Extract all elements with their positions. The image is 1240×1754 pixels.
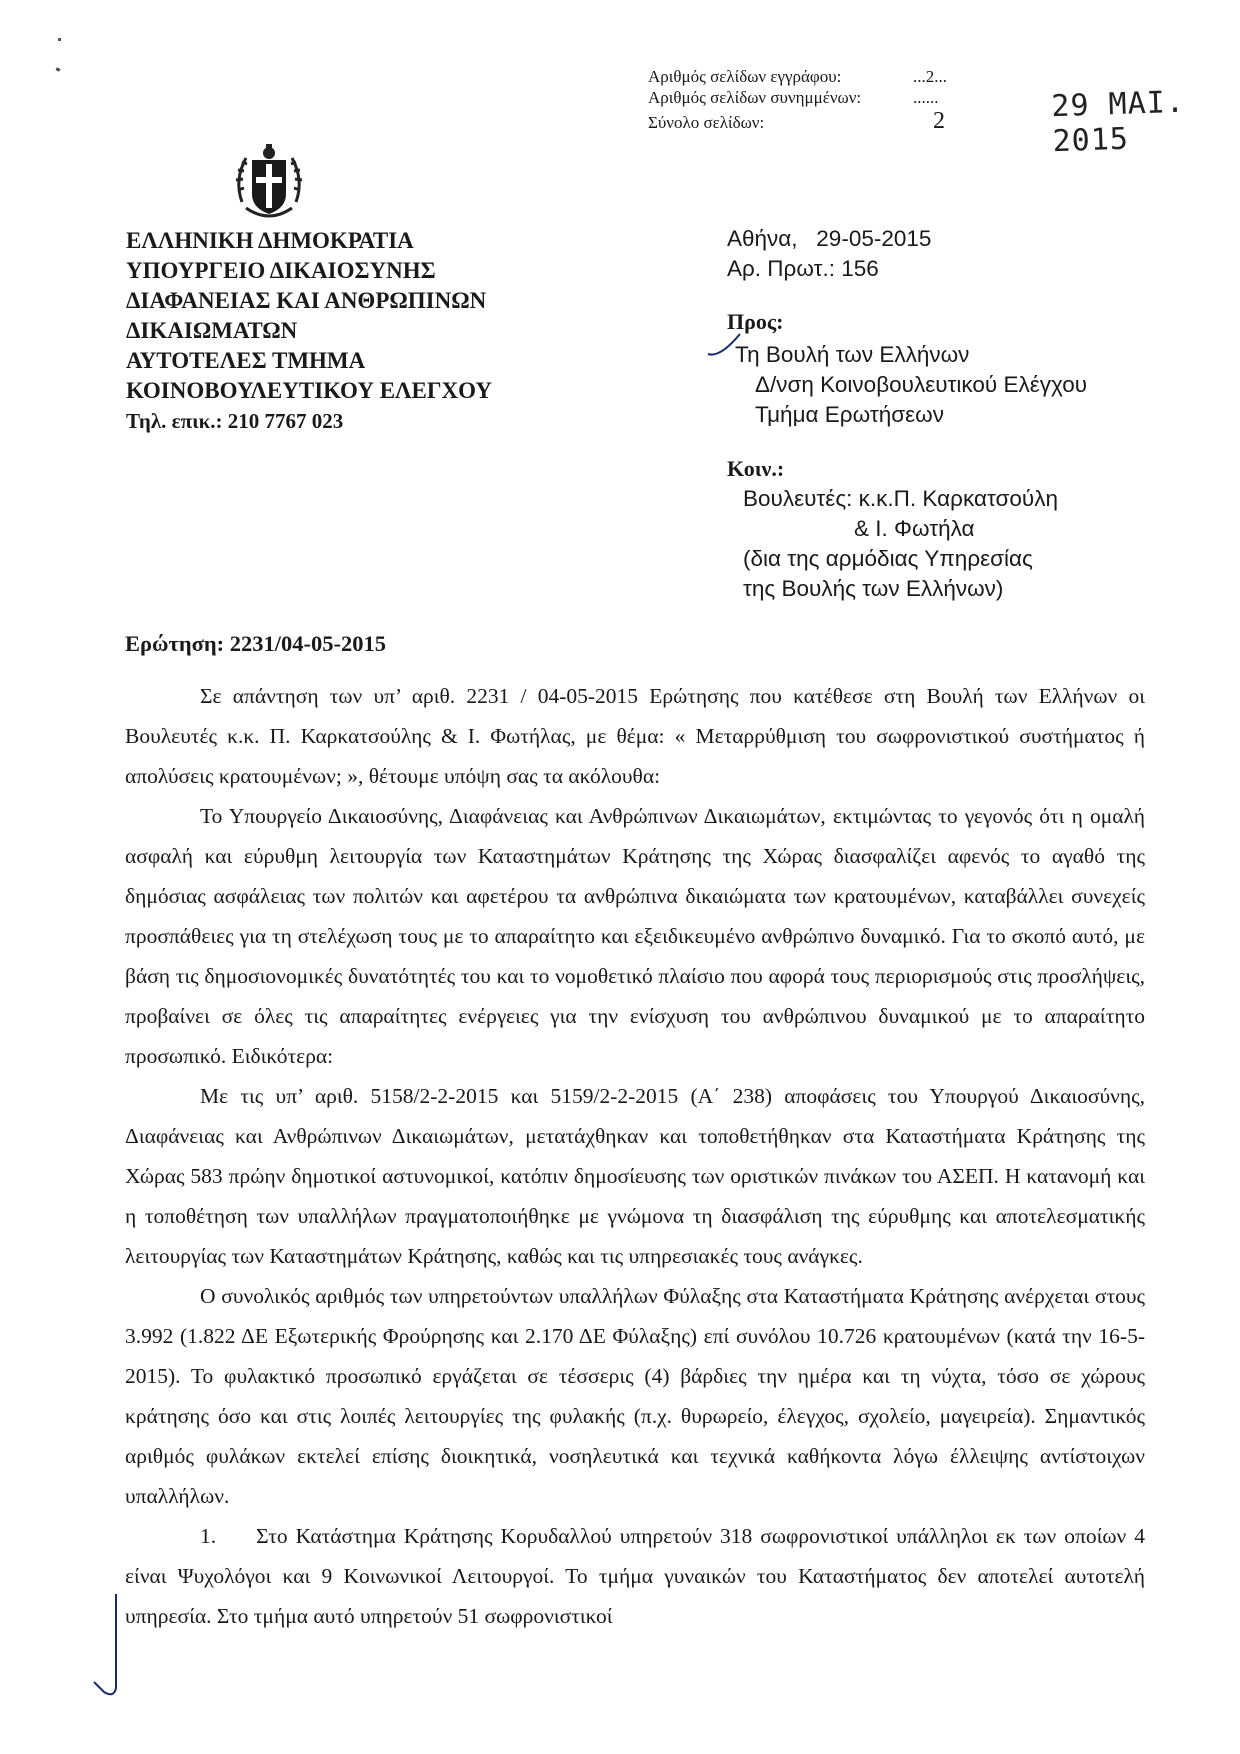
numbered-item: [125, 1516, 1145, 1636]
scan-speck: [56, 67, 61, 72]
protocol-number: Αρ. Πρωτ.: 156: [727, 256, 879, 281]
sender-line: ΕΛΛΗΝΙΚΗ ΔΗΜΟΚΡΑΤΙΑ: [126, 228, 414, 253]
doc-pages-label: Αριθμός σελίδων εγγράφου:: [648, 67, 842, 86]
attached-pages-value: ......: [913, 88, 939, 107]
cc-label: Κοιν.:: [727, 456, 785, 481]
doc-pages-value: ...2...: [913, 67, 947, 86]
recipient-lines: [727, 340, 1087, 430]
recipient-line: Τμήμα Ερωτήσεων: [755, 402, 944, 427]
sender-line: ΑΥΤΟΤΕΛΕΣ ΤΜΗΜΑ: [126, 348, 366, 373]
total-pages-label: Σύνολο σελίδων:: [648, 113, 765, 132]
cc-line: (δια της αρμόδιας Υπηρεσίας: [743, 546, 1033, 571]
body-paragraph: Με τις υπ’ αριθ. 5158/2-2-2015 και 5159/2-2-2015 (Α΄ 238) αποφάσεις του Υπουργού Δικαιοσύνης, Διαφάνειας και Ανθρώπινων Δικαιωμάτων, μετατάχθηκαν και τοποθετήθηκαν στα Καταστήματα Κράτησης της Χώρας 583 πρώην δημοτικοί αστυνομικοί, κατόπιν δημοσίευσης των οριστικών πινάκων του ΑΣΕΠ. Η κατανομή και η τοποθέτηση των υπαλλήλων πραγματοποιήθηκε με γνώμονα τη διασφάλιση της εύρυθμης και αποτελεσματικής λειτουργίας των Καταστημάτων Κράτησης, καθώς και τις υπηρεσιακές τους ανάγκες.: [125, 1084, 1145, 1268]
handwritten-margin-mark: [86, 1590, 126, 1700]
body-paragraph: Σε απάντηση των υπ’ αριθ. 2231 / 04-05-2015 Ερώτησης που κατέθεσε στη Βουλή των Ελλήνων οι Βουλευτές κ.κ. Π. Καρκατσούλης & Ι. Φωτήλας, με θέμα: « Μεταρρύθμιση του σωφρονιστικού συστήματος ή απολύσεις κρατουμένων; », θέτουμε υπόψη σας τα ακόλουθα:: [125, 684, 1145, 788]
sender-line: ΔΙΚΑΙΩΜΑΤΩΝ: [126, 318, 298, 343]
item-text: Στο Κατάστημα Κράτησης Κορυδαλλού υπηρετούν 318 σωφρονιστικοί υπάλληλοι εκ των οποίων 4 είναι Ψυχολόγοι και 9 Κοινωνικοί Λειτουργοί. Το τμήμα γυναικών του Καταστήματος δεν αποτελεί αυτοτελή υπηρεσία. Στο τμήμα αυτό υπηρετούν 51 σωφρονιστικοί: [125, 1524, 1145, 1628]
page-count-block: [648, 66, 1008, 133]
received-date-stamp: 29 MAI. 2015: [1050, 84, 1186, 160]
total-pages-value: 2: [933, 108, 945, 134]
body-paragraph: Το Υπουργείο Δικαιοσύνης, Διαφάνειας και Ανθρώπινων Δικαιωμάτων, εκτιμώντας το γεγονός ότι η ομαλή ασφαλή και εύρυθμη λειτουργία των Καταστημάτων Κράτησης της Χώρας διασφαλίζει αφενός το αγαθό της δημόσιας ασφάλειας των πολιτών και αφετέρου τα ανθρώπινα δικαιώματα των κρατουμένων, καταβάλλει συνεχείς προσπάθειες για τη στελέχωση τους με το απαραίτητο και εξειδικευμένο ανθρώπινο δυναμικό. Για το σκοπό αυτό, με βάση τις δημοσιονομικές δυνατότητές του και το νομοθετικό πλαίσιο που αφορά τους περιορισμούς στις προσλήψεις, προβαίνει σε όλες τις απαραίτητες ενέργειες για την ενίσχυση του ανθρώπινου δυναμικού με το απαραίτητο προσωπικό. Ειδικότερα:: [125, 804, 1145, 1068]
sender-line: ΔΙΑΦΑΝΕΙΑΣ ΚΑΙ ΑΝΘΡΩΠΙΝΩΝ: [126, 288, 487, 313]
cc-line: της Βουλής των Ελλήνων): [743, 576, 1004, 601]
recipient-line: Τη Βουλή των Ελλήνων: [735, 342, 970, 367]
place-date: Αθήνα, 29-05-2015: [727, 226, 932, 251]
cc-line: & Ι. Φωτήλα: [854, 516, 975, 541]
body-paragraph: Ο συνολικός αριθμός των υπηρετούντων υπαλλήλων Φύλαξης στα Καταστήματα Κράτησης ανέρχεται στους 3.992 (1.822 ΔΕ Εξωτερικής Φρούρησης και 2.170 ΔΕ Φύλαξης) επί συνόλου 10.726 κρατουμένων (κατά την 16-5-2015). Το φυλακτικό προσωπικό εργάζεται σε τέσσερις (4) βάρδιες την ημέρα και τη νύχτα, τόσο σε χώρους κράτησης όσο και στις λοιπές λειτουργίες της φυλακής (π.χ. θυρωρείο, έλεγχος, σχολείο, μαγειρεία). Σημαντικός αριθμός φυλάκων εκτελεί επίσης διοικητικά, νοσηλευτικά και τεχνικά καθήκοντα λόγω έλλειψης αντίστοιχων υπαλλήλων.: [125, 1284, 1145, 1508]
item-number: 1.: [200, 1524, 217, 1548]
sender-line: ΥΠΟΥΡΓΕΙΟ ΔΙΚΑΙΟΣΥΝΗΣ: [126, 258, 436, 283]
coat-of-arms-emblem: [232, 144, 306, 228]
cc-line: Βουλευτές: κ.κ.Π. Καρκατσούλη: [743, 486, 1058, 511]
scan-speck: [58, 38, 61, 41]
attached-pages-label: Αριθμός σελίδων συνημμένων:: [648, 88, 862, 107]
sender-phone: Τηλ. επικ.: 210 7767 023: [126, 409, 344, 433]
recipient-line: Δ/νση Κοινοβουλευτικού Ελέγχου: [755, 372, 1088, 397]
recipient-label: Προς:: [727, 309, 784, 334]
sender-block: [126, 226, 586, 436]
question-reference: Ερώτηση: 2231/04-05-2015: [125, 631, 387, 656]
sender-line: ΚΟΙΝΟΒΟΥΛΕΥΤΙΚΟΥ ΕΛΕΓΧΟΥ: [126, 378, 493, 403]
body-text: [125, 676, 1145, 1636]
